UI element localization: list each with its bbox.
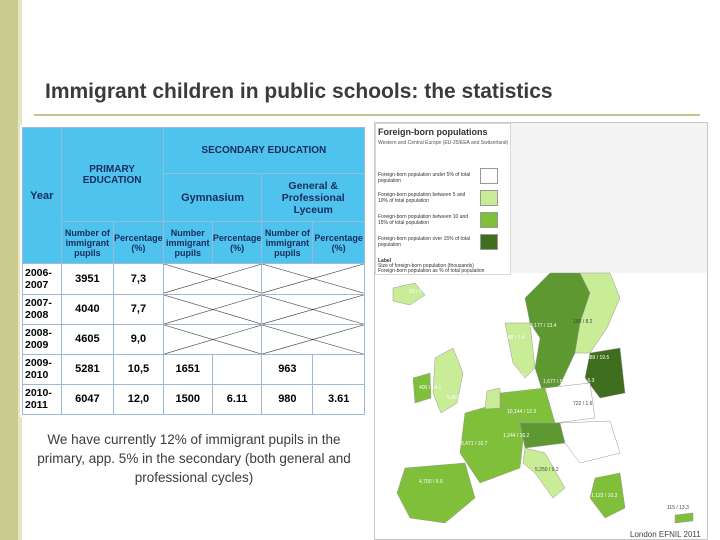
map-number-label: 350 / 6.3: [505, 373, 525, 379]
row-gymnasium-percentage: [212, 354, 262, 384]
map-title: Foreign-born populations: [378, 127, 488, 137]
row-number: 5281: [61, 354, 114, 384]
empty-cell-crossed: [163, 294, 262, 324]
map-number-label: 388 / 7.4: [505, 335, 525, 341]
map-number-label: 10,144 / 12.3: [507, 409, 537, 415]
row-year: 2006-2007: [23, 264, 62, 294]
map-number-label: 6,471 / 10.7: [461, 441, 488, 447]
map-number-label: 1,244 / 16.2: [503, 433, 530, 439]
col-primary-percentage: Percentage (%): [114, 222, 164, 264]
map-subtitle: Western and Central Europe (EU-25/EEA and Switzerland): [378, 140, 509, 146]
slide-title: Immigrant children in public schools: the statistics: [45, 80, 553, 103]
map-number-label: 115 / 13.3: [667, 505, 689, 511]
header-secondary-education: SECONDARY EDUCATION: [163, 128, 364, 174]
legend-swatch: [480, 168, 498, 184]
map-number-label: 400 / 14.1: [419, 385, 442, 391]
map-number-label: 389 / 19.5: [587, 355, 610, 361]
legend-label-line: Foreign-born population as % of total population: [378, 268, 485, 274]
legend-label: Foreign-born population between 10 and 15% of total population: [378, 214, 469, 226]
header-year: Year: [23, 128, 62, 264]
row-year: 2007-2008: [23, 294, 62, 324]
map-number-label: 23 / 7.7: [409, 289, 426, 295]
statistics-table: [22, 127, 365, 415]
table-row: [23, 264, 365, 294]
row-percentage: 7,3: [114, 264, 164, 294]
row-number: 4040: [61, 294, 114, 324]
left-accent-bar: [0, 0, 18, 540]
col-gymnasium-percentage: Percentage (%): [212, 222, 262, 264]
row-gymnasium-number: 1500: [163, 384, 212, 414]
row-gymnasium-number: 1651: [163, 354, 212, 384]
col-lyceum-number: Number of immigrant pupils: [262, 222, 313, 264]
row-percentage: 12,0: [114, 384, 164, 414]
row-year: 2008-2009: [23, 324, 62, 354]
row-percentage: 7,7: [114, 294, 164, 324]
title-divider: [34, 114, 700, 116]
map-number-label: 1,677 / 5.9: [543, 379, 567, 385]
region-benelux: [485, 388, 500, 409]
slide-caption: We have currently 12% of immigrant pupils in the primary, app. 5% in the secondary (both general and professional cycles): [37, 432, 351, 485]
legend-label: Foreign-born population between 5 and 10% of total population: [378, 192, 466, 204]
legend-swatch: [480, 190, 498, 206]
row-gymnasium-percentage: 6.11: [212, 384, 262, 414]
map-number-label: 165 / 6.3: [575, 378, 595, 384]
legend-label-line: Size of foreign-born population (thousands): [378, 263, 474, 269]
header-gymnasium: Gymnasium: [163, 174, 262, 222]
row-year: 2010-2011: [23, 384, 62, 414]
row-number: 6047: [61, 384, 114, 414]
map-number-label: 5,250 / 9.2: [535, 467, 559, 473]
row-lyceum-number: 980: [262, 384, 313, 414]
header-primary-education: PRIMARY EDUCATION: [61, 128, 163, 222]
row-number: 3951: [61, 264, 114, 294]
map-legend: [375, 123, 511, 275]
table-row: [23, 354, 365, 384]
map-number-label: 3,177 / 13.4: [530, 323, 557, 329]
header-lyceum: General & Professional Lyceum: [262, 174, 365, 222]
col-gymnasium-number: Number immigrant pupils: [163, 222, 212, 264]
row-lyceum-number: 963: [262, 354, 313, 384]
region-cyprus: [675, 513, 693, 523]
empty-cell-crossed: [262, 294, 365, 324]
table-row: [23, 294, 365, 324]
legend-label-heading: Label: [378, 258, 392, 264]
row-percentage: 10,5: [114, 354, 164, 384]
empty-cell-crossed: [163, 264, 262, 294]
col-lyceum-percentage: Percentage (%): [313, 222, 365, 264]
statistics-table-image: [20, 125, 365, 417]
legend-label: Foreign-born population under 5% of total population: [378, 172, 471, 184]
map-number-label: 1,122 / 10.3: [591, 493, 618, 499]
col-primary-number: Number of immigrant pupils: [61, 222, 114, 264]
empty-cell-crossed: [163, 324, 262, 354]
legend-swatch: [480, 212, 498, 228]
row-lyceum-percentage: [313, 354, 365, 384]
empty-cell-crossed: [262, 324, 365, 354]
footer-credit: London EFNIL 2011: [630, 530, 701, 539]
table-row: [23, 324, 365, 354]
map-number-label: 156 / 8.2: [573, 319, 593, 325]
map-number-label: 4,700 / 9.5: [419, 479, 443, 485]
map-number-label: 1,545 / 6.7: [503, 385, 527, 391]
map-number-label: 5,420 / 8.3: [447, 395, 471, 401]
legend-label: Foreign-born population over 15% of total population: [378, 236, 471, 248]
legend-swatch: [480, 234, 498, 250]
map-number-label: 722 / 1.6: [573, 401, 593, 407]
row-number: 4605: [61, 324, 114, 354]
empty-cell-crossed: [262, 264, 365, 294]
table-row: [23, 384, 365, 414]
row-percentage: 9,0: [114, 324, 164, 354]
row-lyceum-percentage: 3.61: [313, 384, 365, 414]
row-year: 2009-2010: [23, 354, 62, 384]
europe-map-image: [374, 122, 708, 540]
